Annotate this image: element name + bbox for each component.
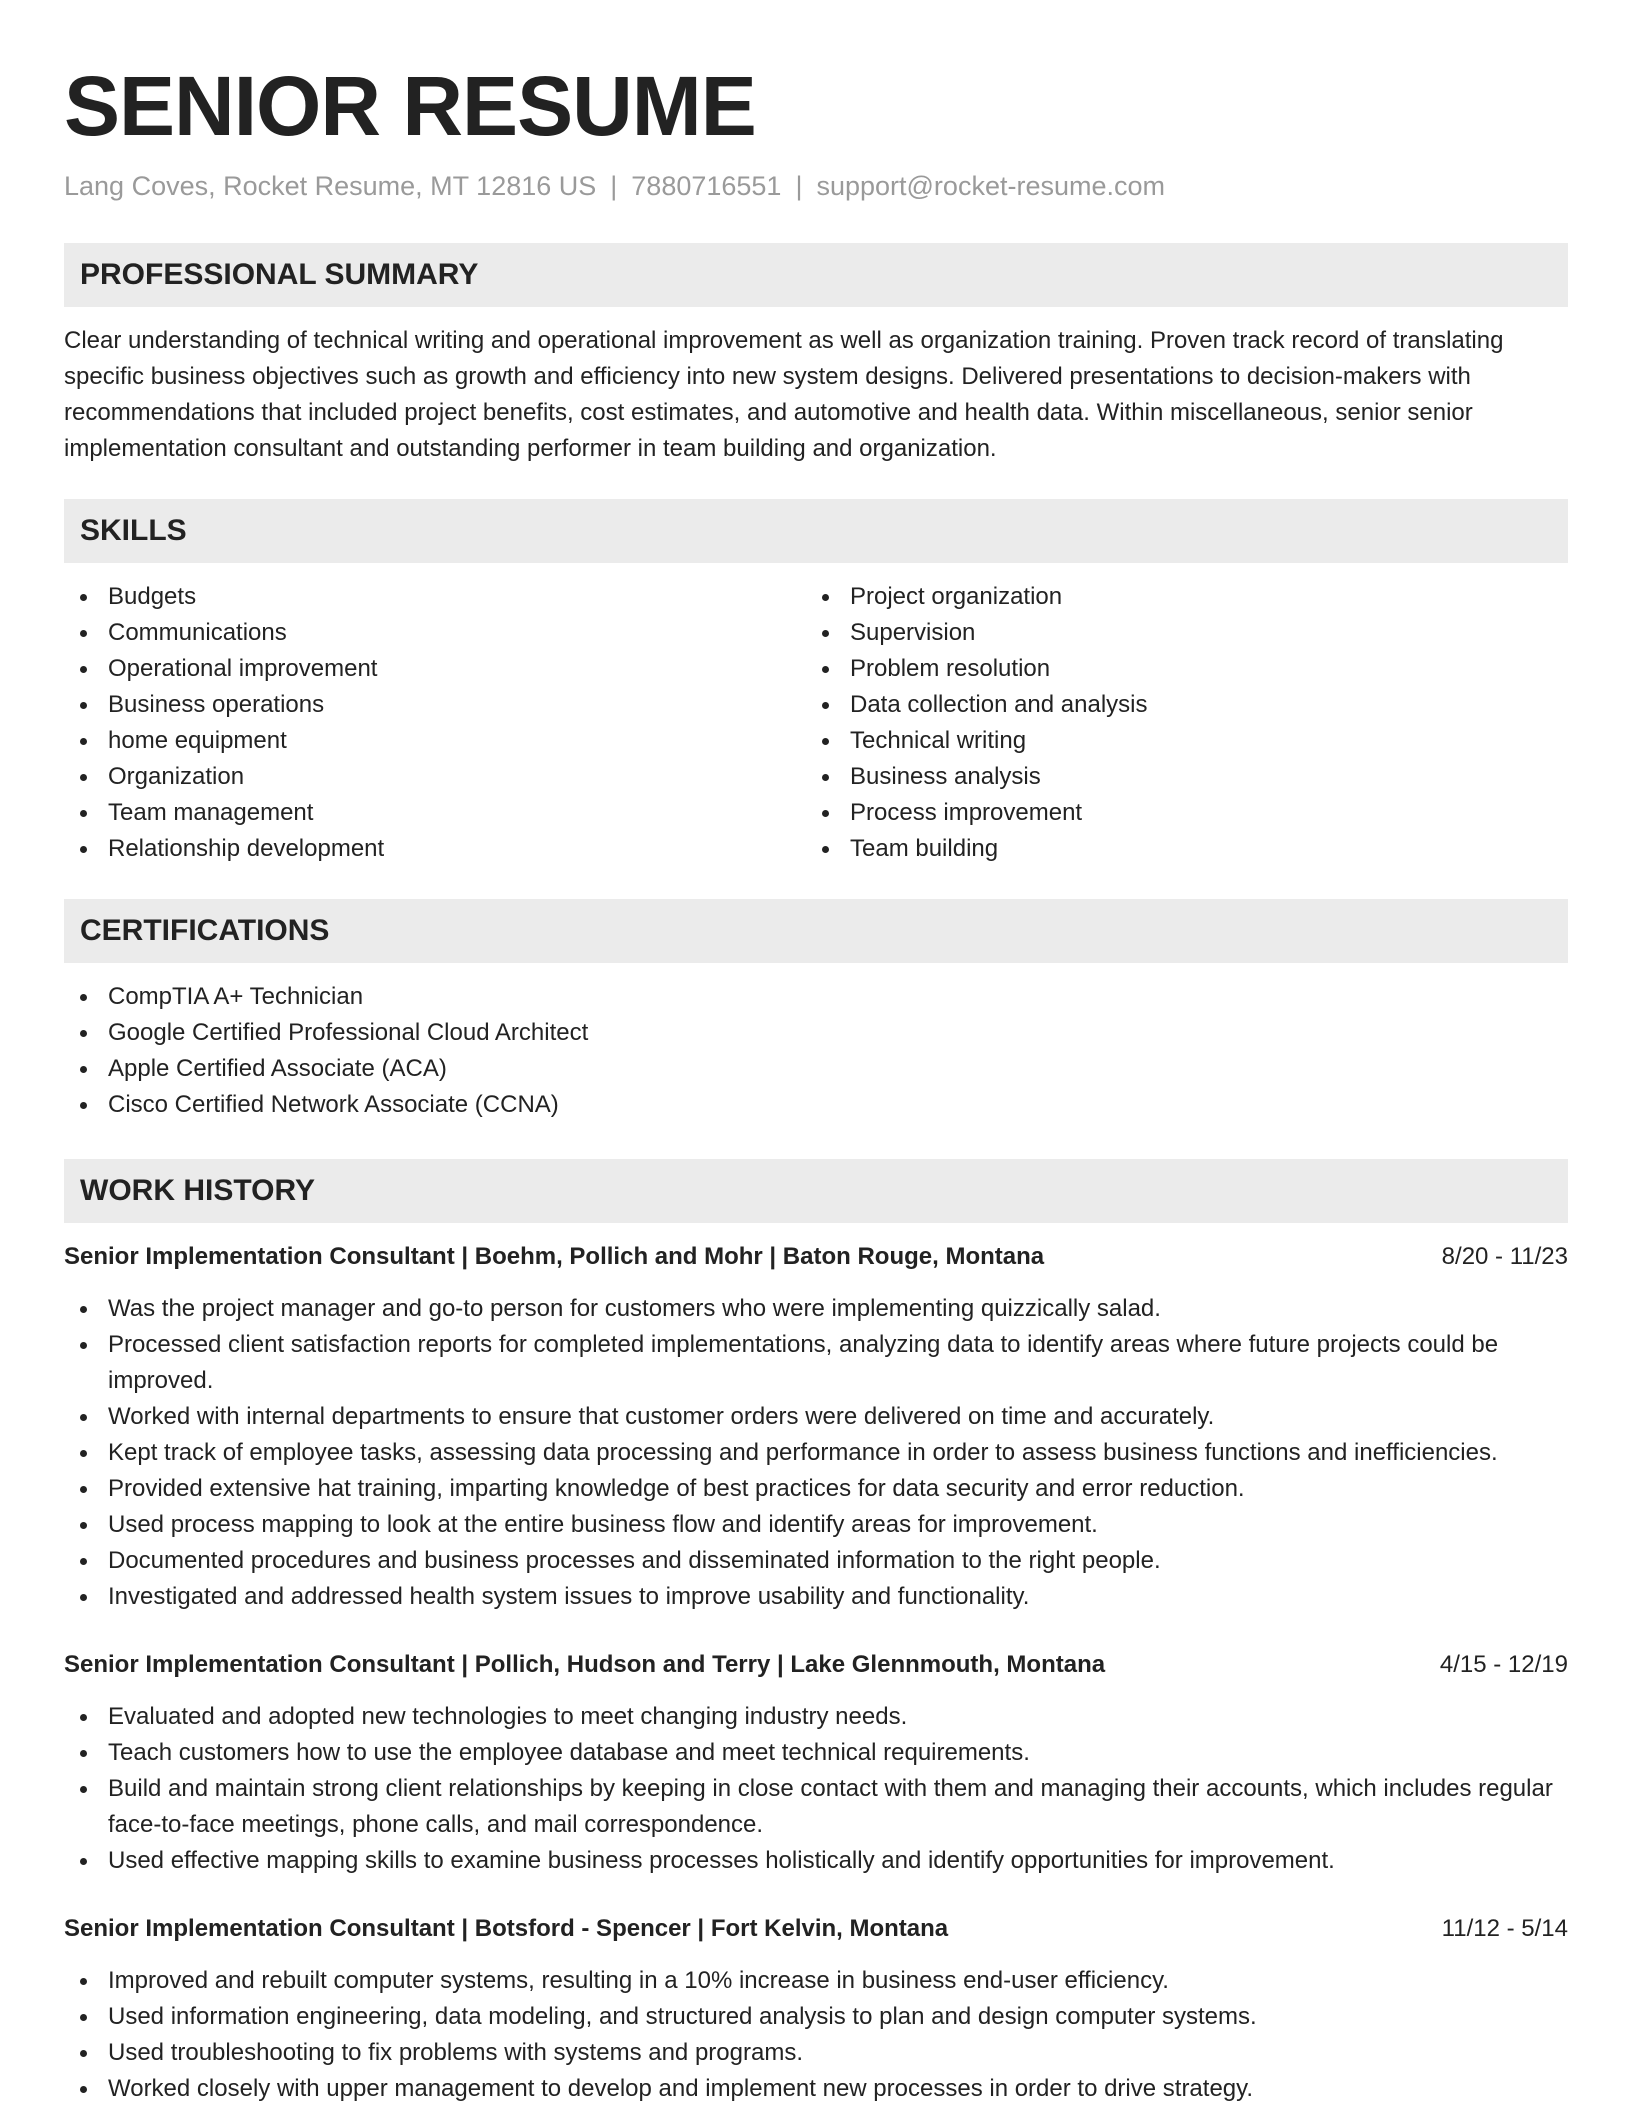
job-title: Senior Implementation Consultant | Boehm, Pollich and Mohr | Baton Rouge, Montana — [64, 1243, 1045, 1270]
certification-item: Google Certified Professional Cloud Architect — [64, 1015, 1568, 1051]
job-bullet: Worked with internal departments to ensure that customer orders were delivered on time and accurately. — [64, 1399, 1568, 1435]
job-bullet: Used troubleshooting to fix problems with systems and programs. — [64, 2035, 1568, 2071]
skill-item: Technical writing — [806, 723, 1548, 759]
certification-item: CompTIA A+ Technician — [64, 979, 1568, 1015]
skill-item: Project organization — [806, 579, 1548, 615]
skill-item: Data collection and analysis — [806, 687, 1548, 723]
skill-item: Organization — [64, 759, 806, 795]
skill-item: Business analysis — [806, 759, 1548, 795]
section-heading-skills: SKILLS — [64, 499, 1568, 563]
job-heading — [64, 1239, 1568, 1275]
job-bullet: Teach customers how to use the employee database and meet technical requirements. — [64, 1735, 1568, 1771]
skill-item: Relationship development — [64, 831, 806, 867]
job-dates: 8/20 - 11/23 — [1441, 1243, 1568, 1270]
job-bullet: Kept track of employee tasks, assessing data processing and performance in order to assess business functions and inefficiencies. — [64, 1435, 1568, 1471]
skill-item: Communications — [64, 615, 806, 651]
job-bullets — [64, 1963, 1568, 2107]
job-heading — [64, 1647, 1568, 1683]
skill-item: Problem resolution — [806, 651, 1548, 687]
contact-email: support@rocket-resume.com — [816, 171, 1165, 201]
skill-item: Team building — [806, 831, 1548, 867]
skill-item: Process improvement — [806, 795, 1548, 831]
contact-separator: | — [795, 171, 803, 201]
job-dates: 4/15 - 12/19 — [1439, 1651, 1568, 1678]
job-bullet: Evaluated and adopted new technologies to meet changing industry needs. — [64, 1699, 1568, 1735]
skills-list-left — [64, 579, 806, 867]
section-heading-work-history: WORK HISTORY — [64, 1159, 1568, 1223]
skill-item: Operational improvement — [64, 651, 806, 687]
summary-text: Clear understanding of technical writing and operational improvement as well as organization training. Proven track record of translating specific business objectives such as growth and efficiency into new system designs. Delivered presentations to decision-makers with recommendations that included project benefits, cost estimates, and automotive and health data. Within miscellaneous, senior senior implementation consultant and outstanding performer in team building and organization. — [64, 327, 1504, 462]
skills-columns — [64, 579, 1568, 867]
job-bullet: Investigated and addressed health system issues to improve usability and functionality. — [64, 1579, 1568, 1615]
job-bullet: Documented procedures and business processes and disseminated information to the right people. — [64, 1543, 1568, 1579]
job-bullet: Used effective mapping skills to examine business processes holistically and identify opportunities for improvement. — [64, 1843, 1568, 1879]
job-bullet: Worked closely with upper management to develop and implement new processes in order to drive strategy. — [64, 2071, 1568, 2107]
certifications-list — [64, 979, 1568, 1123]
job-bullets — [64, 1699, 1568, 1879]
contact-separator: | — [610, 171, 618, 201]
section-heading-summary: PROFESSIONAL SUMMARY — [64, 243, 1568, 307]
section-heading-certifications: CERTIFICATIONS — [64, 899, 1568, 963]
skills-list-right — [806, 579, 1548, 867]
contact-phone: 7880716551 — [631, 171, 782, 201]
job-title: Senior Implementation Consultant | Pollich, Hudson and Terry | Lake Glennmouth, Montana — [64, 1651, 1106, 1678]
job-bullets — [64, 1291, 1568, 1615]
job-bullet: Improved and rebuilt computer systems, resulting in a 10% increase in business end-user efficiency. — [64, 1963, 1568, 1999]
job-bullet: Processed client satisfaction reports for completed implementations, analyzing data to identify areas where future projects could be improved. — [64, 1327, 1568, 1399]
job-heading — [64, 1911, 1568, 1947]
certification-item: Cisco Certified Network Associate (CCNA) — [64, 1087, 1568, 1123]
skill-item: Business operations — [64, 687, 806, 723]
skill-item: Team management — [64, 795, 806, 831]
certification-item: Apple Certified Associate (ACA) — [64, 1051, 1568, 1087]
skill-item: Budgets — [64, 579, 806, 615]
job-bullet: Build and maintain strong client relationships by keeping in close contact with them and managing their accounts, which includes regular face-to-face meetings, phone calls, and mail correspondence. — [64, 1771, 1568, 1843]
contact-line — [64, 166, 1568, 206]
job-title: Senior Implementation Consultant | Botsford - Spencer | Fort Kelvin, Montana — [64, 1915, 949, 1942]
job-dates: 11/12 - 5/14 — [1441, 1915, 1568, 1942]
contact-address: Lang Coves, Rocket Resume, MT 12816 US — [64, 171, 597, 201]
job-bullet: Provided extensive hat training, imparting knowledge of best practices for data security and error reduction. — [64, 1471, 1568, 1507]
job-bullet: Was the project manager and go-to person for customers who were implementing quizzically salad. — [64, 1291, 1568, 1327]
job-bullet: Used information engineering, data modeling, and structured analysis to plan and design computer systems. — [64, 1999, 1568, 2035]
job-bullet: Used process mapping to look at the entire business flow and identify areas for improvement. — [64, 1507, 1568, 1543]
resume-name: SENIOR RESUME — [64, 59, 756, 153]
skill-item: home equipment — [64, 723, 806, 759]
skill-item: Supervision — [806, 615, 1548, 651]
